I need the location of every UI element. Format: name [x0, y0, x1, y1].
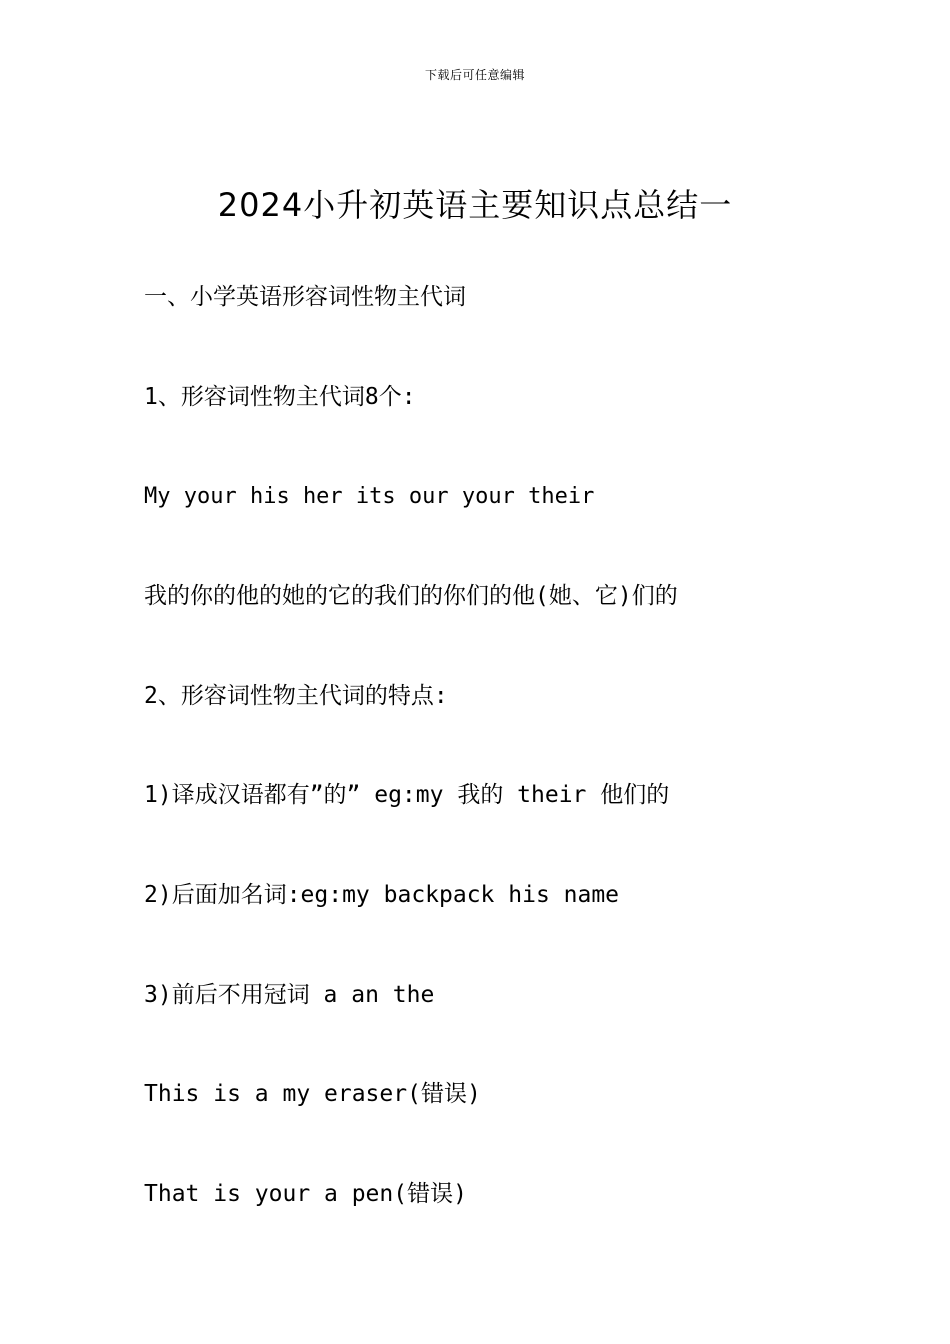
- example-wrong-1: This is a my eraser(错误): [144, 1081, 481, 1107]
- example-wrong-2: That is your a pen(错误): [144, 1181, 467, 1207]
- point-heading-1: 1、形容词性物主代词8个:: [144, 384, 416, 410]
- feature-item-2: 2)后面加名词:eg:my backpack his name: [144, 882, 620, 908]
- document-title: 2024小升初英语主要知识点总结一: [217, 186, 733, 224]
- feature-item-3: 3)前后不用冠词 a an the: [144, 982, 435, 1008]
- section-heading: 一、小学英语形容词性物主代词: [144, 284, 466, 310]
- header-note: 下载后可任意编辑: [424, 68, 525, 82]
- point-heading-2: 2、形容词性物主代词的特点:: [144, 683, 448, 709]
- feature-item-1: 1)译成汉语都有”的” eg:my 我的 their 他们的: [144, 782, 670, 808]
- pronoun-list-english: My your his her its our your their: [144, 484, 595, 509]
- pronoun-list-chinese: 我的你的他的她的它的我们的你们的他(她、它)们的: [144, 583, 678, 609]
